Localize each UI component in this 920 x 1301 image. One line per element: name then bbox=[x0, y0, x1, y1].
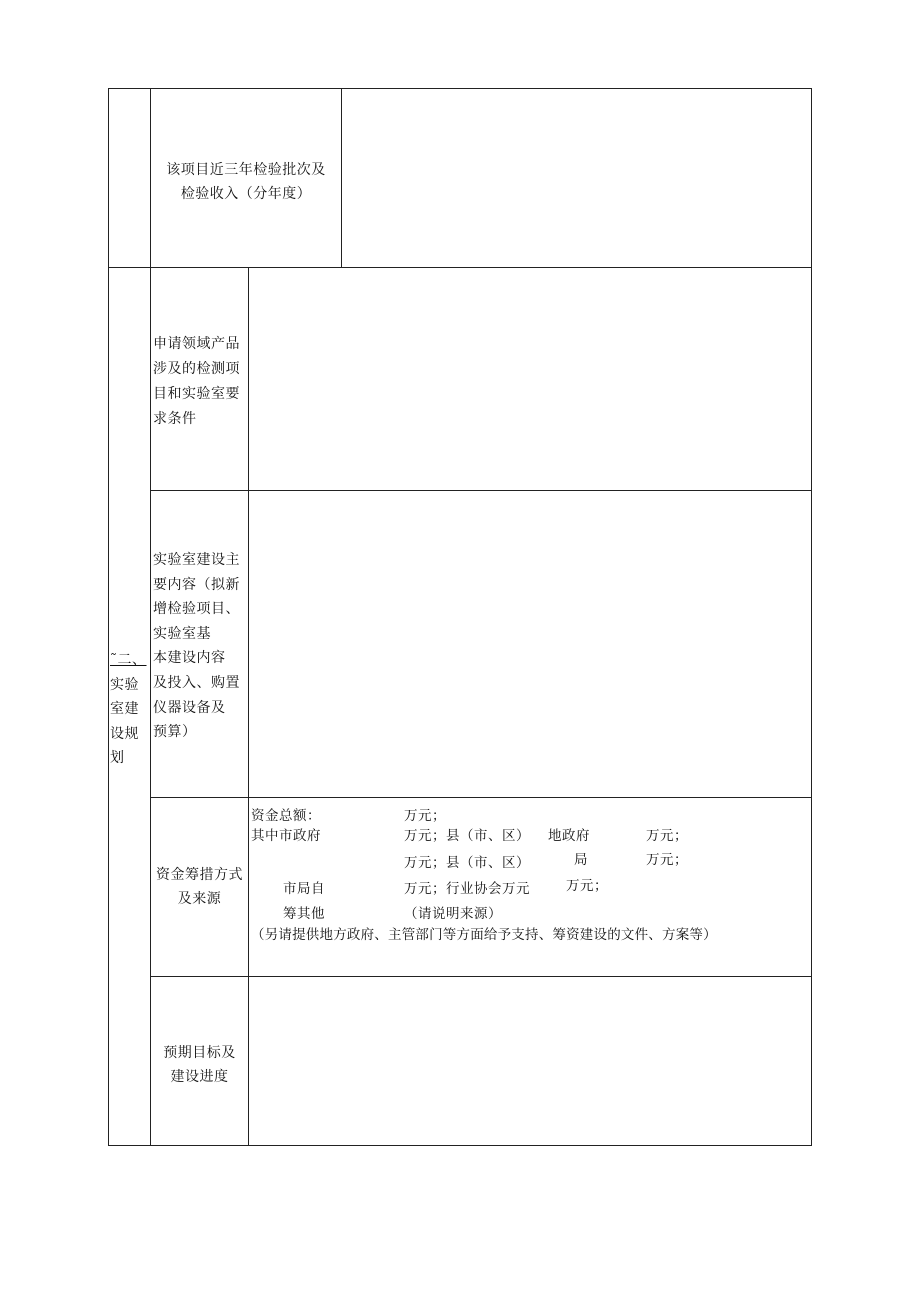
funding-local-unit: 万元； bbox=[646, 828, 688, 844]
section2-title-line5: 划 bbox=[110, 750, 125, 766]
inspection-label-line2: 检验收入（分年度） bbox=[180, 186, 312, 202]
products-label-line3: 目和实验室要 bbox=[153, 386, 240, 402]
section2-title-line4: 设规 bbox=[110, 725, 139, 742]
funding-row2-unit: 万元；县（市、区） bbox=[404, 855, 530, 871]
section2-title-line2: 实验 bbox=[110, 676, 139, 693]
table-bottom-border bbox=[108, 1145, 812, 1146]
goal-label-line2: 建设进度 bbox=[170, 1069, 229, 1085]
content-label-line7: 仪器设备及 bbox=[153, 699, 226, 716]
table-left-border bbox=[108, 88, 109, 1146]
goal-value-cell[interactable] bbox=[249, 977, 811, 1145]
section2-title-line1: ˜二、 bbox=[110, 652, 147, 668]
funding-label-line1: 资金筹措方式 bbox=[156, 867, 243, 883]
funding-total-label: 资金总额： bbox=[251, 808, 321, 824]
funding-city-gov: 其中市政府 bbox=[251, 828, 321, 844]
funding-total-unit: 万元； bbox=[404, 808, 446, 824]
funding-note: （另请提供地方政府、主管部门等方面给予支持、筹资建设的文件、方案等） bbox=[251, 927, 717, 943]
products-label bbox=[153, 332, 240, 432]
funding-bureau: 局 bbox=[574, 852, 588, 868]
section2-title-line3: 室建 bbox=[110, 701, 139, 717]
funding-label bbox=[151, 863, 248, 911]
section2-title bbox=[110, 648, 150, 771]
funding-bureau-unit: 万元； bbox=[646, 852, 688, 868]
funding-local-gov: 地政府 bbox=[548, 828, 590, 844]
content-label bbox=[153, 548, 240, 745]
inspection-label bbox=[151, 158, 341, 206]
content-value-cell[interactable] bbox=[249, 491, 811, 797]
content-label-line6: 及投入、购置 bbox=[153, 674, 240, 691]
products-label-line4: 求条件 bbox=[153, 411, 197, 427]
products-value-cell[interactable] bbox=[249, 268, 811, 490]
goal-label-line1: 预期目标及 bbox=[163, 1045, 236, 1061]
products-label-line1: 申请领域产品 bbox=[153, 336, 240, 352]
funding-row3-unit2: 万元； bbox=[566, 878, 608, 894]
funding-explain-source: （请说明来源） bbox=[404, 906, 502, 922]
funding-label-line2: 及来源 bbox=[177, 891, 222, 907]
content-label-line4: 实验室基 bbox=[153, 625, 211, 642]
content-label-line8: 预算） bbox=[153, 724, 197, 741]
table-right-border bbox=[811, 88, 812, 1146]
content-label-line1: 实验室建设主 bbox=[153, 552, 240, 568]
inspection-label-line1: 该项目近三年检验批次及 bbox=[166, 162, 326, 178]
content-label-line5: 本建设内容 bbox=[153, 650, 226, 667]
section-column-divider bbox=[150, 88, 151, 1146]
content-label-line3: 增检验项目、 bbox=[153, 601, 240, 618]
row-divider-content bbox=[150, 797, 812, 798]
products-label-line2: 涉及的检测项 bbox=[153, 361, 240, 377]
funding-city-bureau-self: 市局自 bbox=[283, 881, 325, 897]
funding-raise-other: 筹其他 bbox=[283, 906, 325, 922]
funding-city-unit: 万元；县（市、区） bbox=[404, 828, 530, 844]
goal-label bbox=[151, 1041, 248, 1089]
inspection-value-cell[interactable] bbox=[342, 89, 811, 267]
content-label-line2: 要内容（拟新 bbox=[153, 576, 240, 593]
funding-row3-unit: 万元；行业协会万元 bbox=[404, 881, 530, 897]
